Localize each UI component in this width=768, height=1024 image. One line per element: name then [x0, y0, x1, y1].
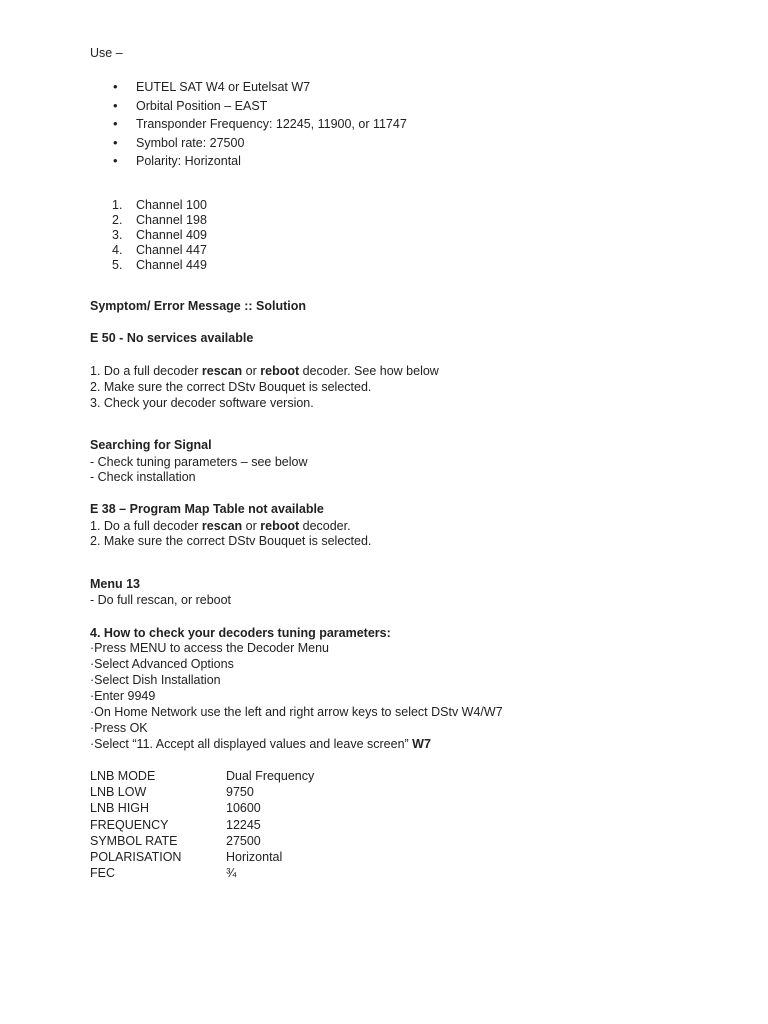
- param-key: FREQUENCY: [90, 817, 169, 832]
- searching-line-2: - Check installation: [90, 470, 196, 484]
- table-row: [90, 865, 314, 881]
- howto-step: ·Press OK: [90, 721, 148, 735]
- searching-heading: Searching for Signal: [90, 438, 212, 452]
- param-key: POLARISATION: [90, 850, 182, 865]
- param-value: 10600: [226, 801, 261, 816]
- table-row: [90, 849, 314, 865]
- table-row: [90, 768, 314, 784]
- list-item: [90, 198, 207, 213]
- table-row: [90, 817, 314, 833]
- list-item: • EUTEL SAT W4 or Eutelsat W7: [90, 78, 407, 97]
- table-row: [90, 784, 314, 800]
- e38-step-2: 2. Make sure the correct DStv Bouquet is selected.: [90, 534, 372, 548]
- howto-step: ·Press MENU to access the Decoder Menu: [90, 641, 329, 655]
- param-value: 12245: [226, 817, 261, 832]
- list-number: 1.: [112, 198, 123, 212]
- list-item: • Transponder Frequency: 12245, 11900, or 11747: [90, 115, 407, 134]
- menu13-heading: Menu 13: [90, 577, 141, 591]
- menu13-line-1: - Do full rescan, or reboot: [90, 593, 232, 607]
- list-item: [90, 228, 207, 243]
- list-text: Channel 449: [136, 258, 207, 272]
- list-item: • Orbital Position – EAST: [90, 97, 407, 116]
- param-key: LNB MODE: [90, 769, 156, 783]
- howto-heading: 4. How to check your decoders tuning parameters:: [90, 626, 391, 640]
- text-run: 1. Do a full decoder: [90, 364, 202, 378]
- list-number: 3.: [112, 228, 123, 242]
- e50-step-3: 3. Check your decoder software version.: [90, 396, 314, 410]
- text-run: decoder. See how below: [299, 364, 439, 378]
- param-value: 9750: [226, 785, 254, 800]
- intro-text: Use –: [90, 46, 123, 60]
- satellite-bullet-list: [90, 78, 407, 171]
- searching-line-1: - Check tuning parameters – see below: [90, 455, 308, 469]
- tuning-parameters-table: [90, 768, 314, 881]
- list-text: Channel 198: [136, 213, 207, 227]
- list-number: 2.: [112, 213, 123, 227]
- howto-step: ·On Home Network use the left and right arrow keys to select DStv W4/W7: [90, 705, 503, 719]
- text-run-bold: W7: [412, 737, 431, 751]
- text-run-bold: rescan: [201, 519, 243, 533]
- text-run-bold: rescan: [201, 364, 243, 378]
- param-value: Dual Frequency: [226, 769, 315, 783]
- howto-step: ·Enter 9949: [90, 689, 156, 703]
- list-item: [90, 258, 207, 273]
- list-item: [90, 213, 207, 228]
- text-run: or: [242, 364, 261, 378]
- text-run: or: [242, 519, 261, 533]
- e38-heading: E 38 – Program Map Table not available: [90, 502, 324, 516]
- param-key: FEC: [90, 866, 115, 881]
- text-run: 1. Do a full decoder: [90, 519, 202, 533]
- list-text: Channel 447: [136, 243, 207, 257]
- symptom-heading: Symptom/ Error Message :: Solution: [90, 299, 307, 313]
- param-key: SYMBOL RATE: [90, 833, 178, 848]
- param-value: ¾: [226, 866, 237, 881]
- list-item: • Symbol rate: 27500: [90, 134, 407, 153]
- howto-step: ·Select Advanced Options: [90, 657, 234, 671]
- list-item: • Polarity: Horizontal: [90, 152, 407, 171]
- e50-step-2: 2. Make sure the correct DStv Bouquet is selected.: [90, 380, 372, 394]
- param-key: LNB HIGH: [90, 801, 150, 816]
- e38-step-1: [90, 518, 351, 534]
- howto-step-last: [90, 736, 431, 752]
- e50-step-1: [90, 363, 439, 379]
- howto-step: ·Select Dish Installation: [90, 673, 221, 687]
- param-key: LNB LOW: [90, 785, 147, 800]
- list-text: Channel 100: [136, 198, 207, 212]
- list-item: [90, 243, 207, 258]
- list-number: 4.: [112, 243, 123, 257]
- text-run-bold: reboot: [260, 364, 300, 378]
- list-text: Channel 409: [136, 228, 207, 242]
- table-row: [90, 833, 314, 849]
- param-value: Horizontal: [226, 850, 283, 865]
- text-run: ·Select “11. Accept all displayed values and leave screen”: [90, 737, 413, 751]
- text-run-bold: reboot: [260, 519, 300, 533]
- e50-heading: E 50 - No services available: [90, 331, 254, 345]
- table-row: [90, 800, 314, 816]
- text-run: decoder.: [299, 519, 351, 533]
- param-value: 27500: [226, 833, 261, 848]
- channel-list: [90, 198, 207, 273]
- list-number: 5.: [112, 258, 123, 272]
